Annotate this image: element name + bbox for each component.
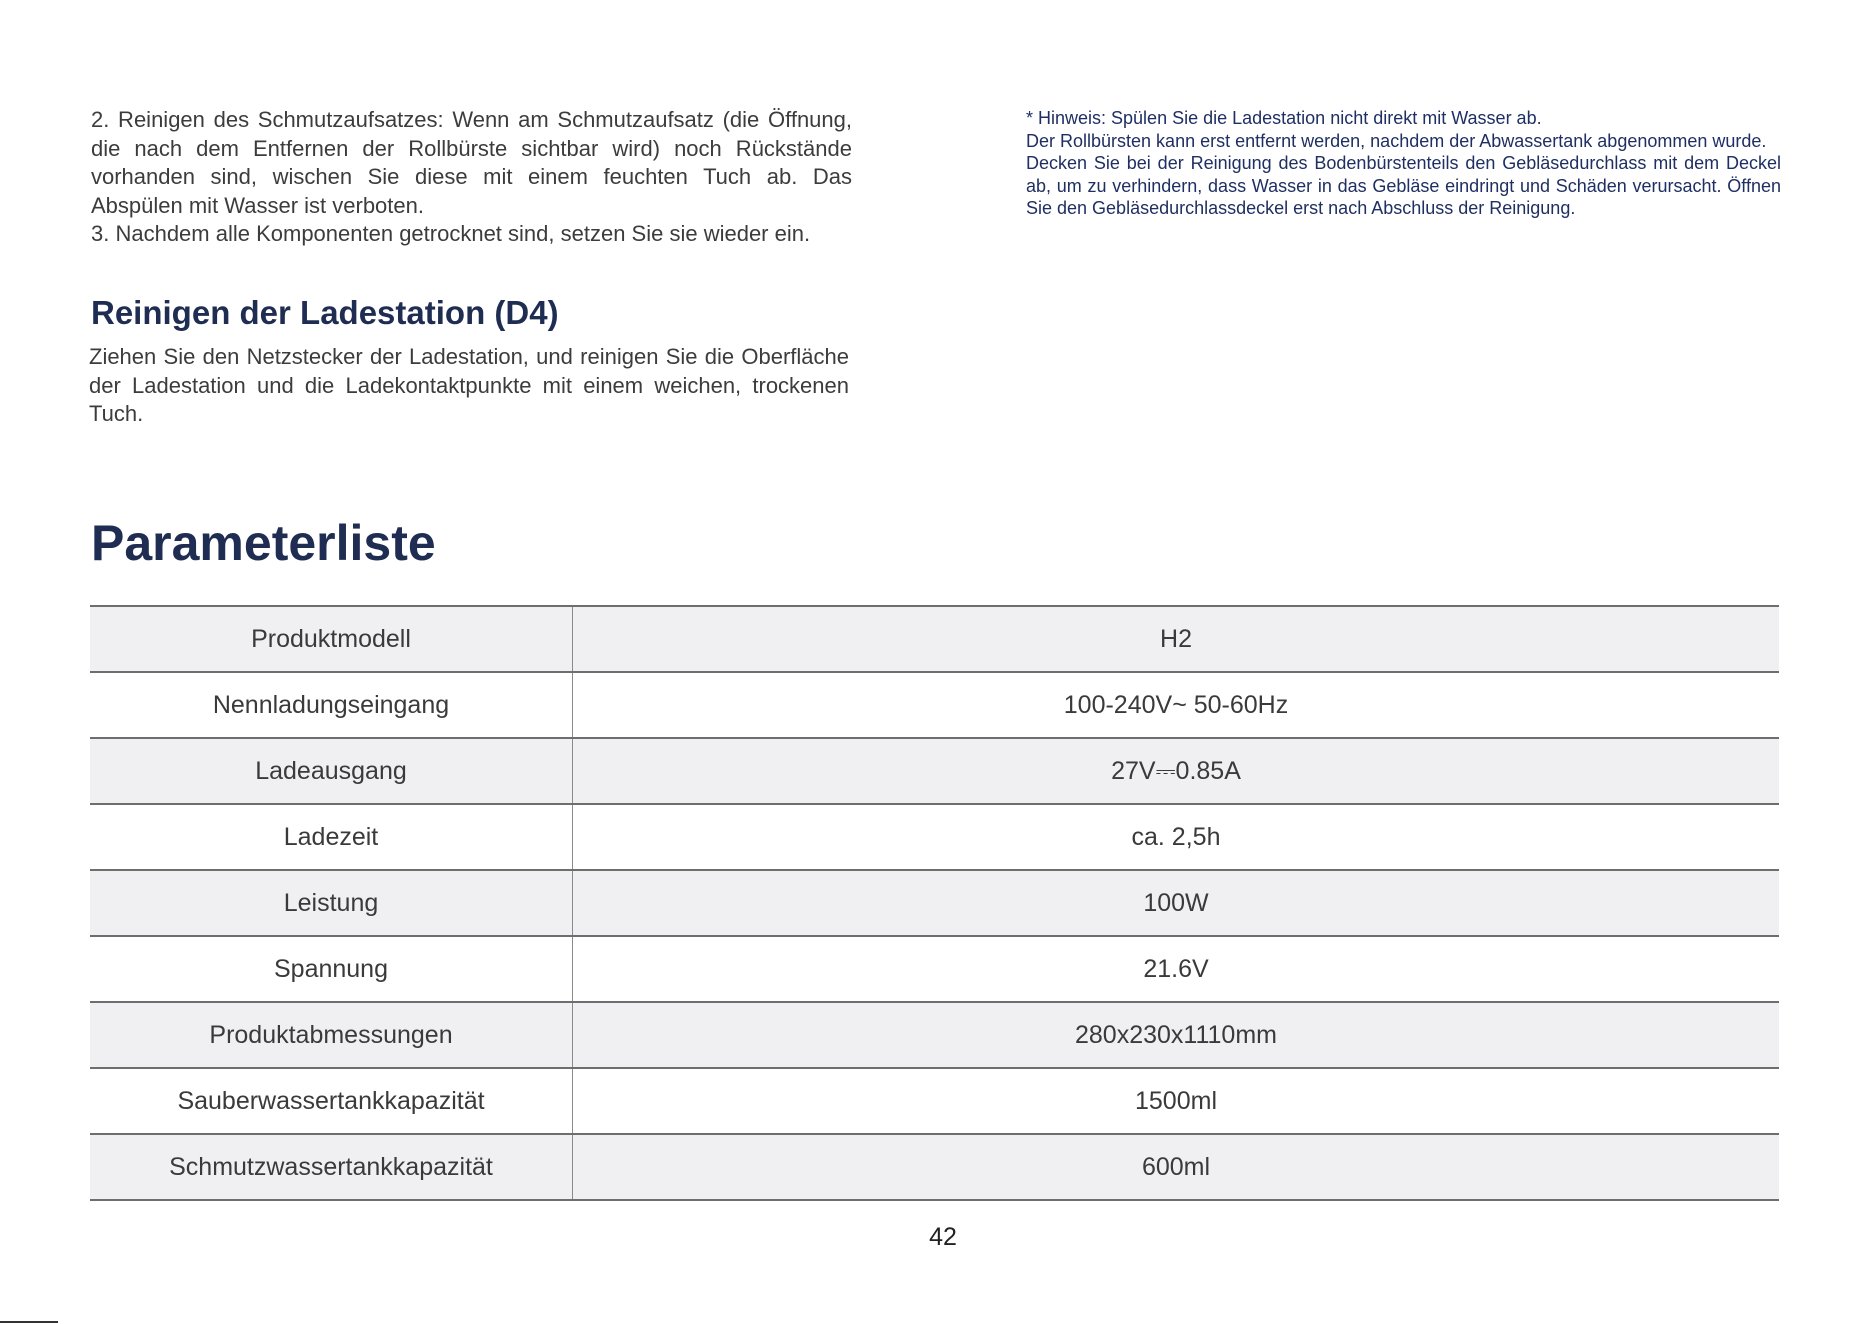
table-row <box>90 606 1779 672</box>
parameter-value: 100-240V~ 50-60Hz <box>573 672 1780 738</box>
parameter-value: 280x230x1110mm <box>573 1002 1780 1068</box>
table-row <box>90 804 1779 870</box>
parameter-label: Produktabmessungen <box>90 1002 573 1068</box>
step-3-paragraph: 3. Nachdem alle Komponenten getrocknet sind, setzen Sie sie wieder ein. <box>91 221 811 246</box>
footer-divider <box>0 1321 58 1323</box>
page-number: 42 <box>929 1223 957 1251</box>
table-row <box>90 1134 1779 1200</box>
parameter-label: Nennladungseingang <box>90 672 573 738</box>
charging-station-section <box>89 343 849 429</box>
parameter-list-title: Parameterliste <box>91 515 436 571</box>
parameter-value: 21.6V <box>573 936 1780 1002</box>
parameter-value: ca. 2,5h <box>573 804 1780 870</box>
note-box <box>1026 107 1781 220</box>
table-row <box>90 936 1779 1002</box>
step-2-paragraph: 2. Reinigen des Schmutzaufsatzes: Wenn am Schmutzaufsatz (die Öffnung, die nach dem Entfernen der Rollbürste sichtbar wird) noch Rückstände vorhanden sind, wischen Sie diese mit einem feuchten Tuch ab. Das Abspülen mit Wasser ist verboten. <box>91 107 852 218</box>
parameter-label: Schmutzwassertankkapazität <box>90 1134 573 1200</box>
charging-station-body: Ziehen Sie den Netzstecker der Ladestation, und reinigen Sie die Oberfläche der Ladestation und die Ladekontaktpunkte mit einem weichen, trockenen Tuch. <box>89 344 849 426</box>
table-row <box>90 1002 1779 1068</box>
parameter-label: Sauberwassertankkapazität <box>90 1068 573 1134</box>
parameter-table <box>90 605 1779 1201</box>
parameter-value: 1500ml <box>573 1068 1780 1134</box>
cleaning-steps <box>91 106 852 249</box>
parameter-label: Ladezeit <box>90 804 573 870</box>
table-row <box>90 672 1779 738</box>
parameter-label: Spannung <box>90 936 573 1002</box>
note-line-3: Decken Sie bei der Reinigung des Bodenbürstenteils den Gebläsedurchlass mit dem Deckel ab, um zu verhindern, dass Wasser in das Gebläse eindringt und Schäden verursacht. Öffnen Sie den Gebläsedurchlassdeckel erst nach Abschluss der Reinigung. <box>1026 153 1781 218</box>
charging-station-heading: Reinigen der Ladestation (D4) <box>91 294 559 331</box>
table-row <box>90 870 1779 936</box>
parameter-value: 100W <box>573 870 1780 936</box>
parameter-label: Ladeausgang <box>90 738 573 804</box>
parameter-label: Leistung <box>90 870 573 936</box>
table-row <box>90 1068 1779 1134</box>
parameter-value: 600ml <box>573 1134 1780 1200</box>
note-line-1: * Hinweis: Spülen Sie die Ladestation nicht direkt mit Wasser ab. <box>1026 108 1542 128</box>
parameter-value: 27V⎓0.85A <box>573 738 1780 804</box>
parameter-label: Produktmodell <box>90 606 573 672</box>
table-row <box>90 738 1779 804</box>
note-line-2: Der Rollbürsten kann erst entfernt werden, nachdem der Abwassertank abgenommen wurde. <box>1026 130 1767 151</box>
parameter-value: H2 <box>573 606 1780 672</box>
